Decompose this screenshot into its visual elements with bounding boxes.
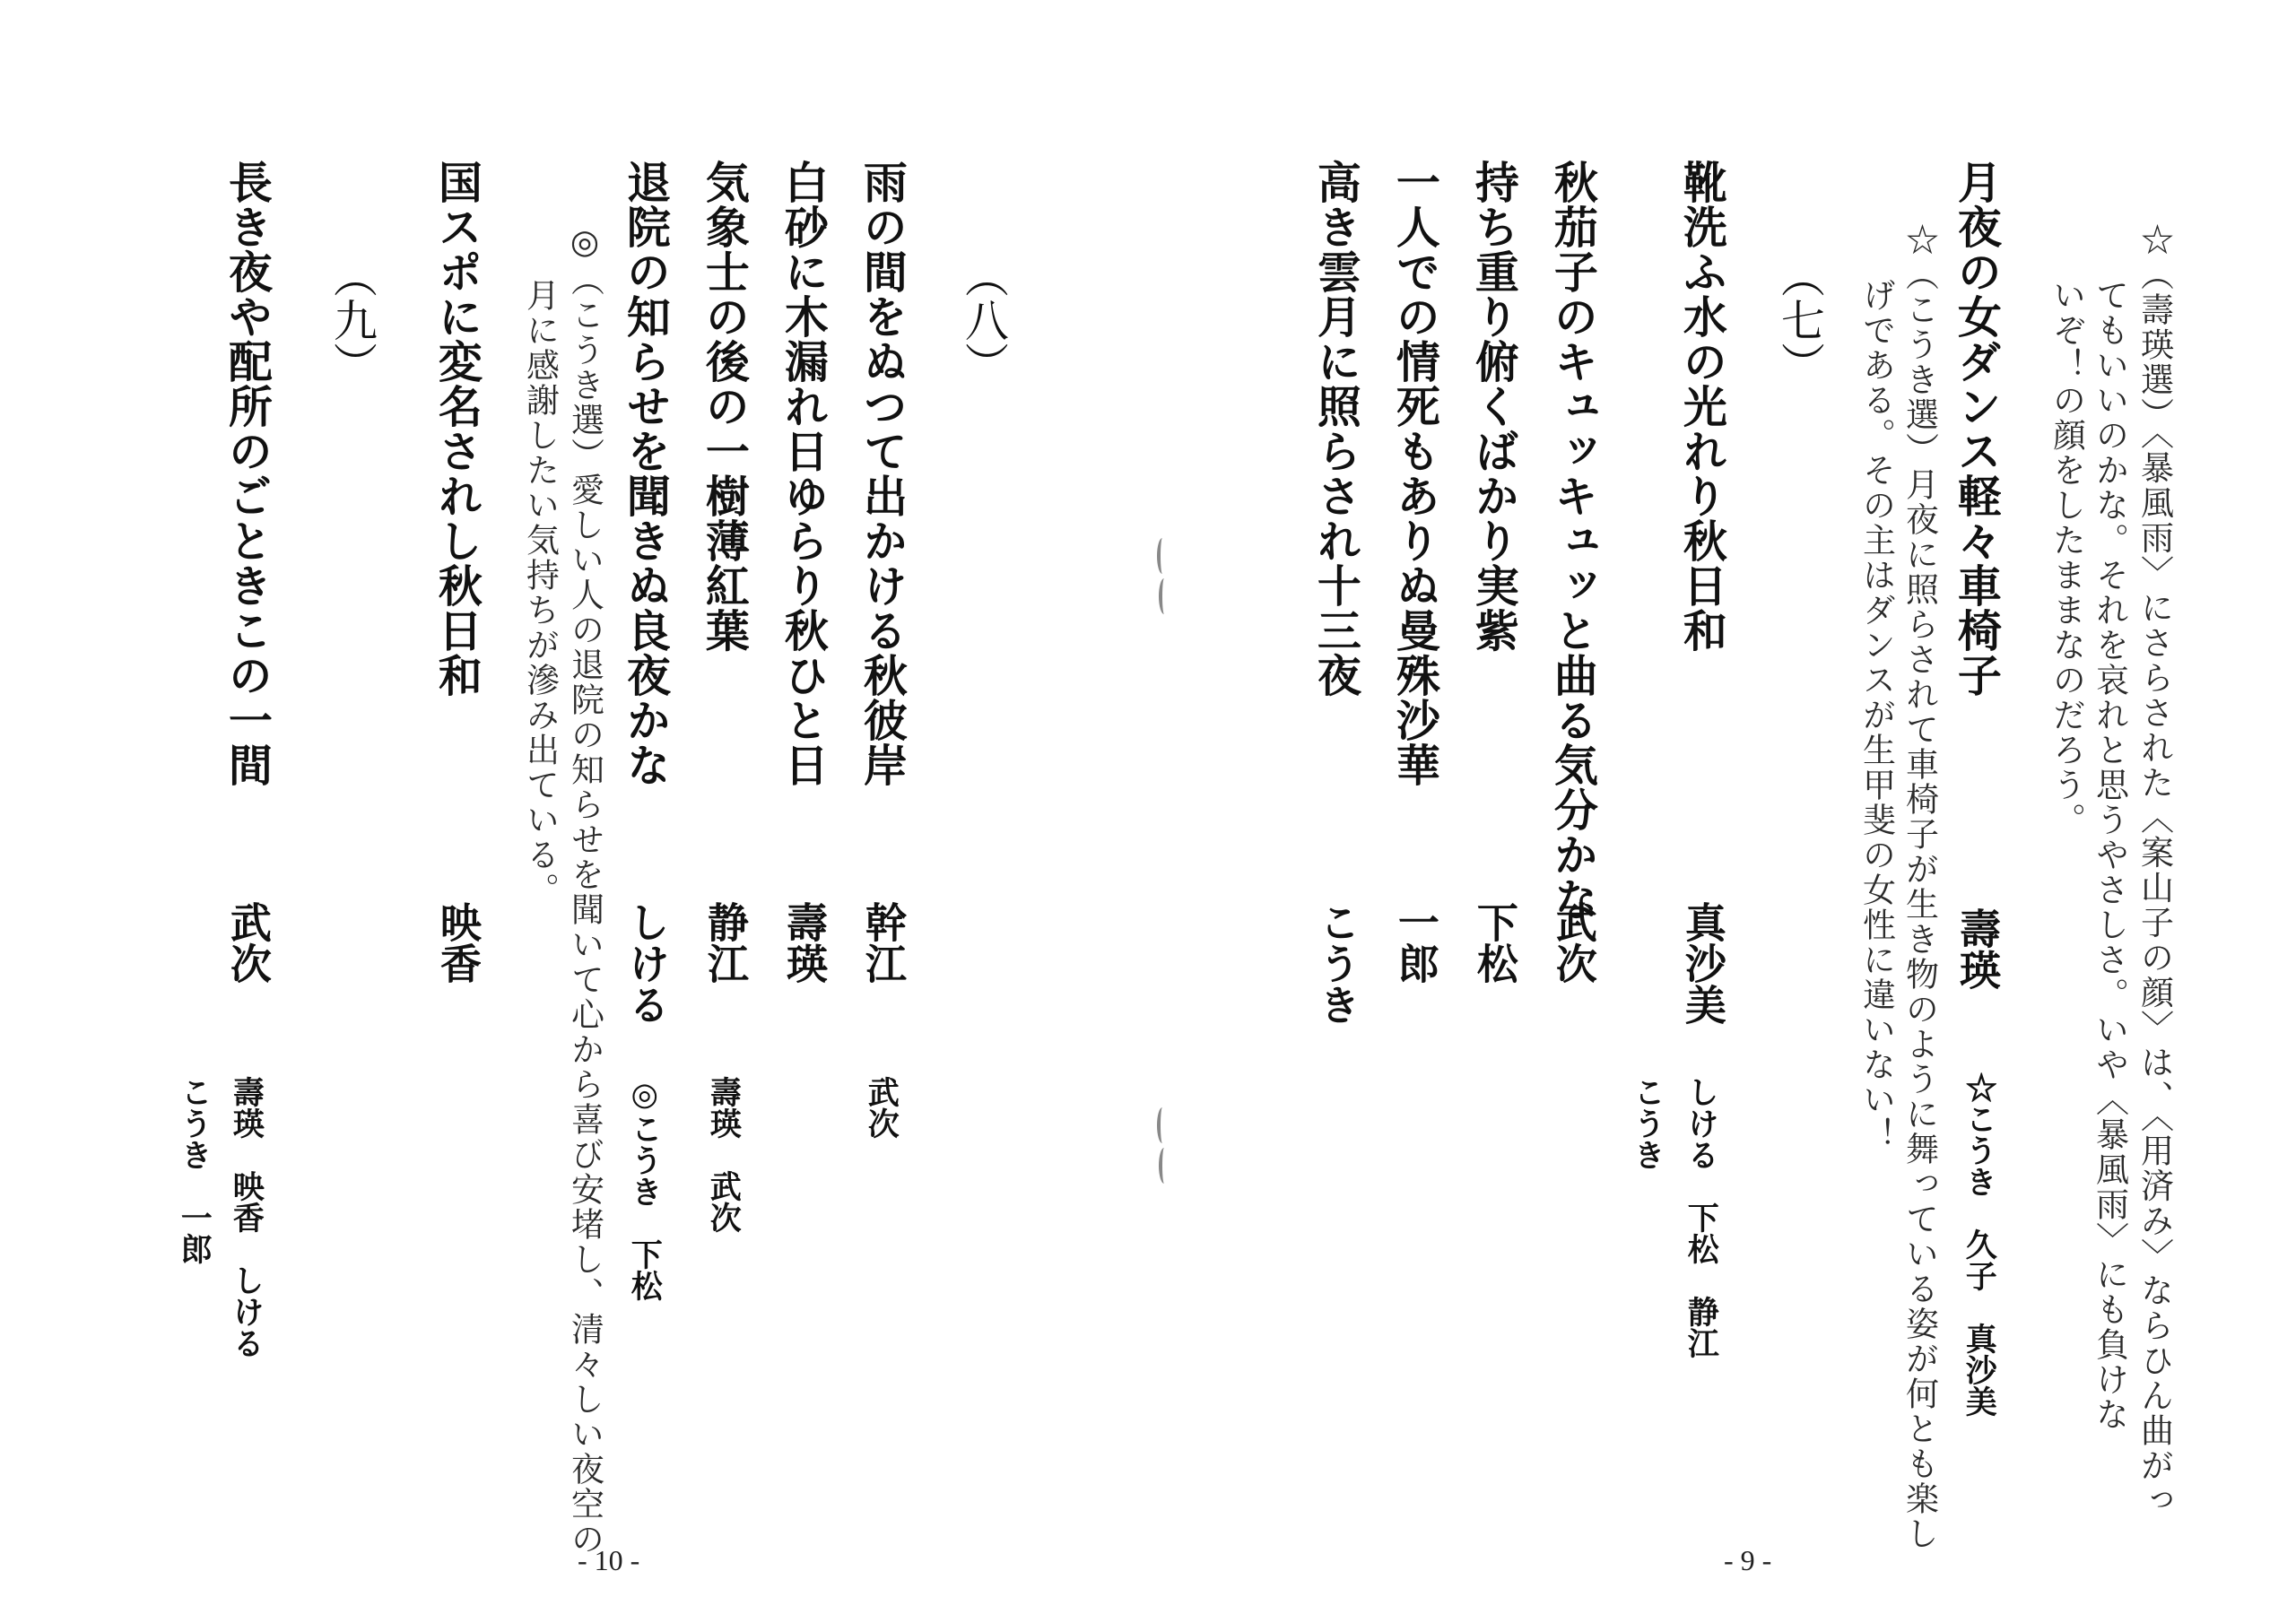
haiku-line: 白砂に木漏れ日ゆらり秋ひと日: [778, 160, 831, 787]
haiku-line: 雨の間をぬつて出かける秋彼岸: [857, 160, 909, 787]
haiku-selectors: こうき 一郎: [176, 1076, 213, 1264]
commentary-line: 月に感謝したい気持ちが滲み出ている。: [520, 278, 560, 907]
scan-mark: [1159, 1148, 1170, 1184]
haiku-author: 武次: [223, 901, 273, 984]
scan-mark: [1157, 1107, 1168, 1143]
haiku-selectors: 壽瑛 武次: [705, 1076, 743, 1233]
haiku-selectors: ☆こうき 久子 真沙美: [1961, 1072, 1998, 1417]
haiku-selectors: こうき: [1629, 1076, 1666, 1170]
haiku-line: 退院の知らせを聞きぬ良夜かな: [620, 160, 673, 787]
page-number: - 9 -: [1724, 1544, 1772, 1576]
haiku-line: 高き雲月に照らされ十三夜: [1310, 160, 1363, 698]
haiku-selectors: ◎こうき 下松: [626, 1076, 664, 1301]
section-heading: （八）: [958, 254, 1010, 386]
commentary-line: てもいいのかな。それを哀れと思うやさしさ。いや〈暴風雨〉にも負けな: [2090, 278, 2129, 1432]
commentary-line: ☆（こうき選）月夜に照らされて車椅子が生き物のように舞っている姿が何とも楽し: [1900, 222, 1939, 1551]
scan-mark: [1157, 538, 1168, 574]
haiku-author: しける: [622, 901, 671, 1025]
page-number: - 10 -: [578, 1544, 640, 1576]
haiku-author: 武次: [1549, 901, 1598, 984]
haiku-selectors: しける 下松 静江: [1683, 1076, 1720, 1358]
haiku-selectors: 武次: [863, 1076, 900, 1139]
haiku-line: 月夜の女ダンス軽々車椅子: [1951, 160, 2004, 698]
haiku-author: 幹江: [858, 901, 908, 984]
haiku-line: 秋茄子のキュッキュッと曲る気分かな: [1547, 160, 1600, 922]
haiku-author: こうき: [1312, 901, 1361, 1025]
haiku-line: 持ち重り俯くばかり実紫: [1468, 160, 1521, 653]
section-heading: （七）: [1774, 254, 1826, 386]
haiku-line: 国スポに変名されし秋日和: [431, 160, 484, 698]
haiku-selectors: 壽瑛 映香 しける: [228, 1076, 265, 1358]
haiku-line: 一人での情死もありぬ曼殊沙華: [1389, 160, 1442, 787]
haiku-author: 下松: [1470, 901, 1519, 984]
commentary-line: いぞ！の顔をしたままなのだろう。: [2047, 278, 2086, 838]
haiku-author: 真沙美: [1678, 901, 1727, 1025]
commentary-line: げである。その主はダンスが生甲斐の女性に違いない！: [1857, 278, 1896, 1152]
scan-mark: [1159, 578, 1170, 614]
haiku-author: 一郎: [1391, 901, 1440, 984]
commentary-line: ◎（こうき選）愛しい人の退院の知らせを聞いて心から喜び安堵し、清々しい夜空の: [565, 222, 604, 1557]
haiku-author: 壽瑛: [779, 901, 829, 984]
haiku-line: 気象士の後の一樹薄紅葉: [699, 160, 752, 653]
haiku-author: 映香: [433, 901, 483, 984]
haiku-line: 靴洗ふ水の光れり秋日和: [1676, 160, 1729, 653]
haiku-author: 壽瑛: [1952, 907, 2002, 990]
haiku-line: 長き夜や配所のごときこの一間: [222, 160, 274, 787]
commentary-line: ☆（壽瑛選）〈暴風雨〉にさらされた〈案山子の顔〉は、〈用済み〉ならひん曲がっ: [2135, 222, 2174, 1518]
section-heading: （九）: [326, 254, 378, 386]
haiku-author: 静江: [700, 901, 750, 984]
